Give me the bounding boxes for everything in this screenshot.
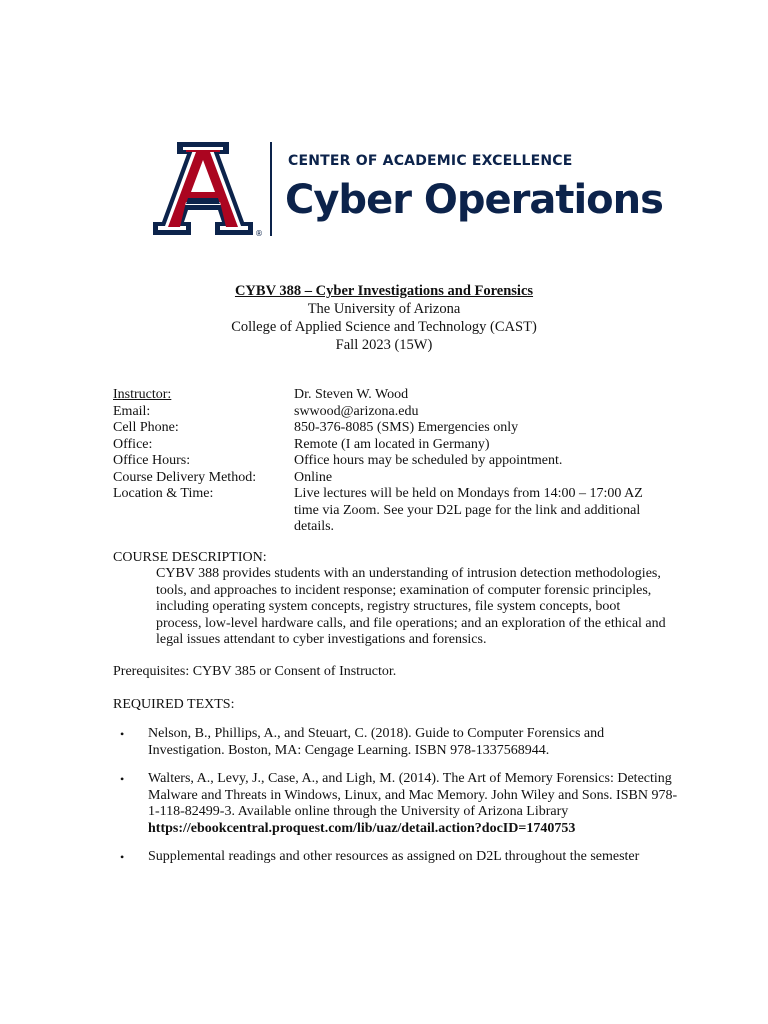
bullet-icon: • [120, 850, 125, 864]
list-item [120, 849, 680, 866]
info-label: Office Hours: [113, 453, 191, 468]
list-item-text: Nelson, B., Phillips, A., and Steuart, C. (2018). Guide to Computer Forensics and Investigation. Boston, MA: Cengage Learning. ISBN 978-1337568944. [148, 726, 605, 758]
logo-divider [270, 142, 272, 236]
list-item [120, 726, 680, 759]
info-label: Cell Phone: [113, 420, 179, 435]
course-header [0, 282, 768, 354]
list-item [120, 771, 680, 837]
info-row-email [113, 404, 673, 421]
info-row-cell-phone [113, 420, 673, 437]
course-info-table [113, 387, 673, 536]
logo-subtitle: CENTER OF ACADEMIC EXCELLENCE [288, 153, 573, 169]
cae-cyber-operations-logo [151, 140, 663, 240]
course-description-heading: COURSE DESCRIPTION: [113, 550, 267, 565]
registered-mark: ® [255, 229, 263, 238]
bullet-icon: • [120, 727, 125, 741]
info-label: Location & Time: [113, 486, 214, 501]
course-description-body: CYBV 388 provides students with an understanding of intrusion detection methodologies, tools, and approaches to incident response; examination of computer forensic principles, including operating system concepts, registry structures, file system concepts, boot process, low-level hardware calls, and file operations; and an exploration of the ethical and legal issues attendant to cyber investigations and forensics. [156, 566, 666, 647]
info-value: Live lectures will be held on Mondays from 14:00 – 17:00 AZ time via Zoom. See your D2L page for the link and additional details. [294, 486, 643, 534]
info-row-delivery-method [113, 470, 673, 487]
course-title: CYBV 388 – Cyber Investigations and Forensics [234, 283, 534, 299]
info-value: 850-376-8085 (SMS) Emergencies only [294, 420, 519, 435]
info-label: Office: [113, 436, 153, 452]
logo-title: Cyber Operations [285, 177, 663, 223]
info-value: Remote (I am located in Germany) [294, 436, 490, 452]
university-name: The University of Arizona [307, 301, 461, 317]
library-link[interactable]: https://ebookcentral.proquest.com/lib/uaz/detail.action?docID=1740753 [148, 820, 576, 836]
list-item-text: Supplemental readings and other resources as assigned on D2L throughout the semester [148, 849, 640, 864]
info-value: Online [294, 469, 333, 485]
info-label: Course Delivery Method: [113, 469, 257, 485]
bullet-icon: • [120, 772, 125, 786]
college-name: College of Applied Science and Technology (CAST) [231, 319, 537, 335]
info-row-office-hours [113, 453, 673, 470]
list-item-text: Walters, A., Levy, J., Case, A., and Ligh, M. (2014). The Art of Memory Forensics: Detecting Malware and Threats in Windows, Linux, and Mac Memory. John Wiley and Sons. ISBN 978-1-118-82499-3. Available online through the University of Arizona Library [148, 771, 678, 819]
email-link[interactable]: swwood@arizona.edu [294, 403, 419, 419]
info-row-office [113, 437, 673, 454]
term: Fall 2023 (15W) [335, 337, 433, 353]
info-label: Instructor: [113, 387, 172, 402]
info-label: Email: [113, 403, 151, 419]
required-texts-list [120, 726, 680, 878]
info-value: Dr. Steven W. Wood [294, 387, 409, 402]
info-value: Office hours may be scheduled by appointment. [294, 453, 563, 468]
required-texts-heading: REQUIRED TEXTS: [113, 697, 235, 712]
info-row-location-time [113, 486, 673, 536]
info-row-instructor [113, 387, 673, 404]
university-of-arizona-a-logo [151, 140, 263, 240]
prerequisites: Prerequisites: CYBV 385 or Consent of Instructor. [113, 664, 397, 679]
